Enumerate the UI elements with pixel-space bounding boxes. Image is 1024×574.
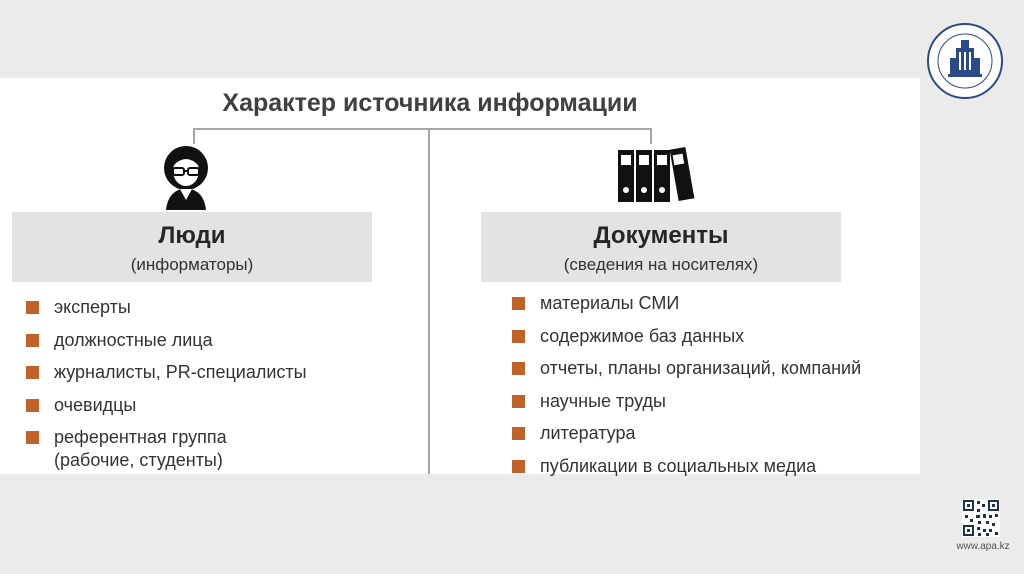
list-item: публикации в социальных медиа bbox=[512, 455, 922, 478]
list-item: научные труды bbox=[512, 390, 922, 413]
list-item: эксперты bbox=[26, 296, 416, 319]
footer-site: www.apa.kz bbox=[956, 541, 1010, 552]
bullet-square-icon bbox=[26, 301, 39, 314]
bullet-square-icon bbox=[26, 334, 39, 347]
binders-icon bbox=[616, 146, 702, 202]
slide-top-band bbox=[0, 0, 1024, 78]
list-item: отчеты, планы организаций, компаний bbox=[512, 357, 922, 380]
list-item: должностные лица bbox=[26, 329, 416, 352]
people-heading: Люди bbox=[158, 222, 226, 249]
bullet-square-icon bbox=[512, 395, 525, 408]
documents-heading: Документы bbox=[593, 222, 729, 249]
list-item: литература bbox=[512, 422, 922, 445]
list-item: содержимое баз данных bbox=[512, 325, 922, 348]
people-header bbox=[12, 212, 372, 282]
slide-title: Характер источника информации bbox=[222, 89, 638, 117]
list-item: материалы СМИ bbox=[512, 292, 922, 315]
documents-list bbox=[512, 292, 922, 487]
bullet-square-icon bbox=[512, 460, 525, 473]
bullet-square-icon bbox=[512, 297, 525, 310]
connector-left bbox=[193, 128, 195, 144]
documents-header bbox=[481, 212, 841, 282]
person-icon bbox=[158, 144, 214, 210]
bullet-square-icon bbox=[26, 399, 39, 412]
documents-subheading: (сведения на носителях) bbox=[563, 255, 759, 274]
bullet-square-icon bbox=[512, 427, 525, 440]
list-item: журналисты, PR-специалисты bbox=[26, 361, 416, 384]
bullet-square-icon bbox=[512, 362, 525, 375]
list-item: очевидцы bbox=[26, 394, 416, 417]
list-item: референтная группа (рабочие, студенты) bbox=[26, 426, 416, 472]
academy-logo-icon bbox=[926, 22, 1004, 100]
people-subheading: (информаторы) bbox=[130, 255, 254, 274]
connector-right bbox=[650, 128, 652, 144]
divider-vertical bbox=[428, 128, 430, 474]
qr-code-icon bbox=[962, 499, 1000, 537]
bullet-square-icon bbox=[26, 431, 39, 444]
bullet-square-icon bbox=[512, 330, 525, 343]
people-list bbox=[26, 296, 416, 472]
connector-horizontal bbox=[193, 128, 652, 130]
bullet-square-icon bbox=[26, 366, 39, 379]
